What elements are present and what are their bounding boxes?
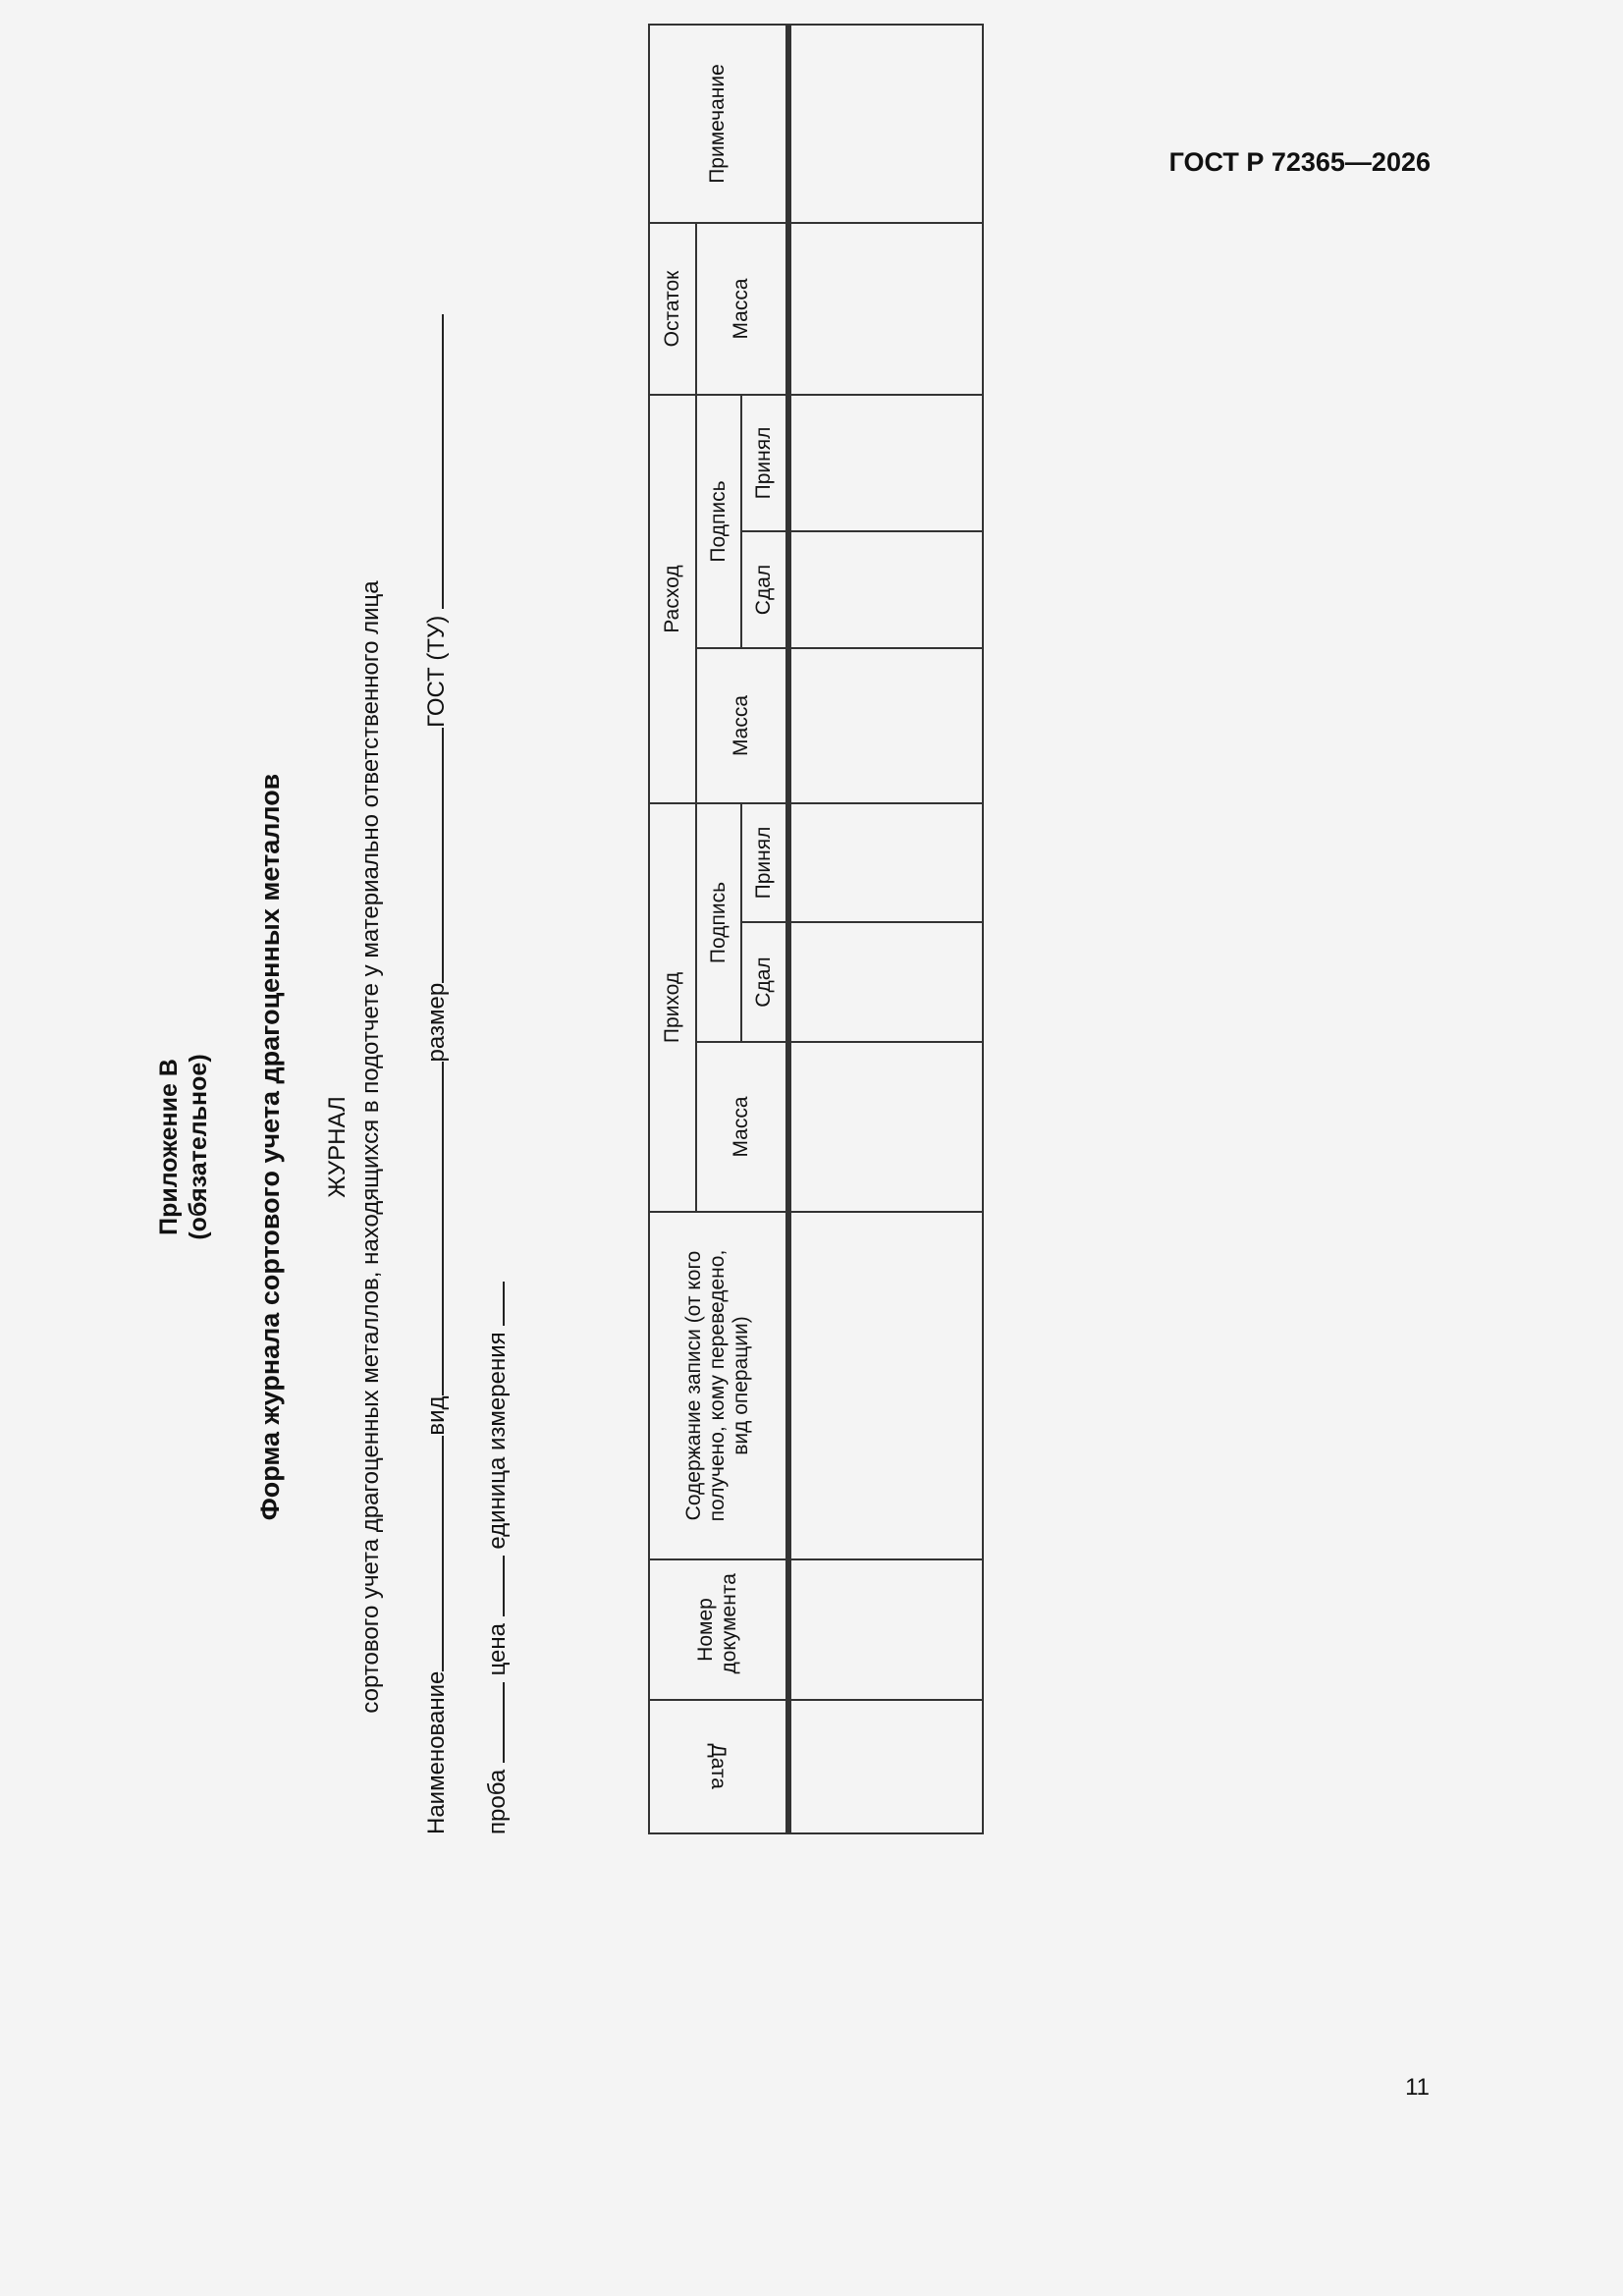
- header-note: Примечание: [648, 24, 787, 224]
- row-document-number-cell: [789, 1558, 984, 1701]
- header-income: Приход: [648, 802, 697, 1213]
- fields-line-2: [481, 1282, 512, 1834]
- row-note-cell: [789, 24, 984, 224]
- row-income-received-cell: [789, 802, 984, 923]
- field-unit-blank: [481, 1282, 505, 1326]
- fields-line-1: [420, 314, 451, 1834]
- standard-designation: ГОСТ Р 72365—2026: [1168, 147, 1431, 177]
- header-expense-received: Принял: [740, 394, 787, 532]
- field-type-label: вид: [423, 1395, 450, 1436]
- field-name-label: Наименование: [423, 1670, 450, 1834]
- annex-title: Приложение В: [155, 1059, 183, 1235]
- field-standard-label: ГОСТ (ТУ): [423, 615, 450, 728]
- field-price-blank: [481, 1556, 505, 1616]
- header-income-mass: Масса: [695, 1041, 787, 1213]
- header-expense-mass: Масса: [695, 647, 787, 804]
- header-expense-handed: Сдал: [740, 530, 787, 649]
- rotated-form-page: [147, 64, 1109, 2178]
- header-document-number: Номер документа: [648, 1558, 787, 1701]
- field-price-label: цена: [484, 1622, 511, 1676]
- header-income-received: Принял: [740, 802, 787, 923]
- journal-word: ЖУРНАЛ: [324, 1096, 351, 1198]
- row-expense-received-cell: [789, 394, 984, 532]
- field-assay-blank: [481, 1682, 505, 1763]
- row-balance-mass-cell: [789, 222, 984, 396]
- form-title: Форма журнала сортового учета драгоценных металлов: [255, 773, 285, 1521]
- annex-status: (обязательное): [185, 1054, 212, 1240]
- row-income-mass-cell: [789, 1041, 984, 1213]
- field-standard-blank: [420, 314, 444, 609]
- page-number: 11: [1405, 2074, 1430, 2101]
- header-record-content: Содержание записи (от кого получено, кому переведено, вид операции): [648, 1211, 787, 1560]
- field-name-blank: [420, 1436, 444, 1671]
- header-date: Дата: [648, 1699, 787, 1834]
- row-content-cell: [789, 1211, 984, 1560]
- field-assay-label: проба: [484, 1769, 511, 1834]
- journal-table: [648, 14, 984, 1834]
- header-income-signature: Подпись: [695, 802, 742, 1043]
- header-expense: Расход: [648, 394, 697, 804]
- header-balance: Остаток: [648, 222, 697, 396]
- row-expense-mass-cell: [789, 647, 984, 804]
- journal-subtitle: сортового учета драгоценных металлов, находящихся в подотчете у материально ответственного лица: [357, 580, 384, 1714]
- row-date-cell: [789, 1699, 984, 1834]
- field-unit-label: единица измерения: [484, 1332, 511, 1550]
- header-income-handed: Сдал: [740, 921, 787, 1043]
- header-balance-mass: Масса: [695, 222, 787, 396]
- field-size-label: размер: [423, 982, 450, 1063]
- field-size-blank: [420, 728, 444, 983]
- field-type-blank: [420, 1062, 444, 1395]
- row-income-handed-cell: [789, 921, 984, 1043]
- header-expense-signature: Подпись: [695, 394, 742, 649]
- row-expense-handed-cell: [789, 530, 984, 649]
